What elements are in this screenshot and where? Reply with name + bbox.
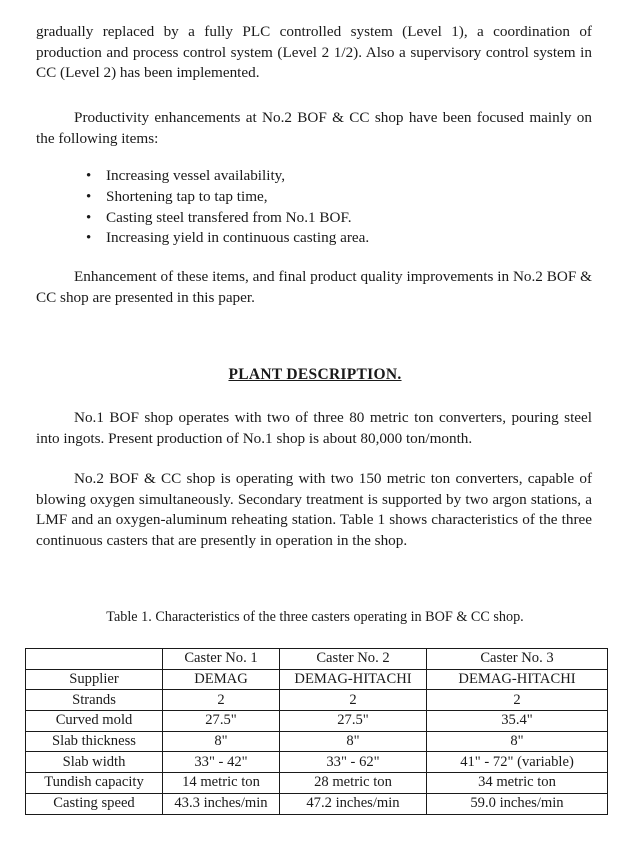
- focus-items-list: [84, 166, 369, 249]
- table-cell: 2: [163, 690, 280, 711]
- table-cell: 27.5": [163, 711, 280, 732]
- table-caption: Table 1. Characteristics of the three casters operating in BOF & CC shop.: [106, 609, 524, 625]
- table-cell: 14 metric ton: [163, 773, 280, 794]
- productivity-paragraph: Productivity enhancements at No.2 BOF & CC shop have been focused mainly on the following items:: [36, 109, 592, 147]
- row-label: Strands: [26, 690, 163, 711]
- table-cell: 8": [427, 731, 608, 752]
- header-cell: [26, 649, 163, 670]
- table-row: [26, 793, 608, 814]
- bullet-icon: •: [86, 209, 92, 226]
- table-cell: 59.0 inches/min: [427, 793, 608, 814]
- table-cell: 8": [280, 731, 427, 752]
- table-header-row: [26, 649, 608, 670]
- table-row: [26, 711, 608, 732]
- row-label: Tundish capacity: [26, 773, 163, 794]
- row-label: Slab width: [26, 752, 163, 773]
- table-cell: 8": [163, 731, 280, 752]
- list-item: • Casting steel transfered from No.1 BOF.: [84, 208, 369, 229]
- table-row: [26, 731, 608, 752]
- table-row: [26, 773, 608, 794]
- row-label: Curved mold: [26, 711, 163, 732]
- enhancement-paragraph: Enhancement of these items, and final product quality improvements in No.2 BOF & CC shop are presented in this paper.: [36, 268, 592, 306]
- table-cell: 34 metric ton: [427, 773, 608, 794]
- bullet-icon: •: [86, 168, 92, 184]
- section-heading: PLANT DESCRIPTION.: [228, 366, 402, 383]
- table-cell: 47.2 inches/min: [280, 793, 427, 814]
- intro-paragraph: gradually replaced by a fully PLC controlled system (Level 1), a coordination of production and process control system (Level 2 1/2). Also a supervisory control system in CC (Level 2) has been implemented.: [36, 23, 592, 81]
- table-cell: 33" - 42": [163, 752, 280, 773]
- list-item: • Increasing yield in continuous casting area.: [84, 228, 369, 249]
- table-cell: 43.3 inches/min: [163, 793, 280, 814]
- table-cell: 2: [280, 690, 427, 711]
- table-cell: 27.5": [280, 711, 427, 732]
- row-label: Slab thickness: [26, 731, 163, 752]
- table-cell: 28 metric ton: [280, 773, 427, 794]
- table-cell: 2: [427, 690, 608, 711]
- table-row: [26, 752, 608, 773]
- casters-table: [25, 648, 608, 815]
- bullet-icon: •: [86, 188, 92, 205]
- row-label: Casting speed: [26, 793, 163, 814]
- list-item: • Shortening tap to tap time,: [84, 187, 369, 208]
- table-cell: DEMAG-HITACHI: [427, 669, 608, 690]
- table-row: [26, 690, 608, 711]
- table-row: [26, 669, 608, 690]
- list-item: • Increasing vessel availability,: [84, 166, 369, 187]
- table-cell: DEMAG-HITACHI: [280, 669, 427, 690]
- bullet-icon: •: [86, 230, 92, 247]
- table-cell: 41" - 72" (variable): [427, 752, 608, 773]
- table-cell: DEMAG: [163, 669, 280, 690]
- shop2-paragraph: No.2 BOF & CC shop is operating with two 150 metric ton converters, capable of blowing oxygen simultaneously. Secondary treatment is supported by two argon stations, a LMF and an oxygen-aluminum reheating station. Table 1 shows characteristics of the three continuous casters that are presently in operation in the shop.: [36, 470, 592, 549]
- shop1-paragraph: No.1 BOF shop operates with two of three 80 metric ton converters, pouring steel into ingots. Present production of No.1 shop is about 80,000 ton/month.: [36, 409, 592, 447]
- header-cell: Caster No. 1: [163, 649, 280, 670]
- row-label: Supplier: [26, 669, 163, 690]
- table-cell: 35.4": [427, 711, 608, 732]
- header-cell: Caster No. 2: [280, 649, 427, 670]
- header-cell: Caster No. 3: [427, 649, 608, 670]
- table-cell: 33" - 62": [280, 752, 427, 773]
